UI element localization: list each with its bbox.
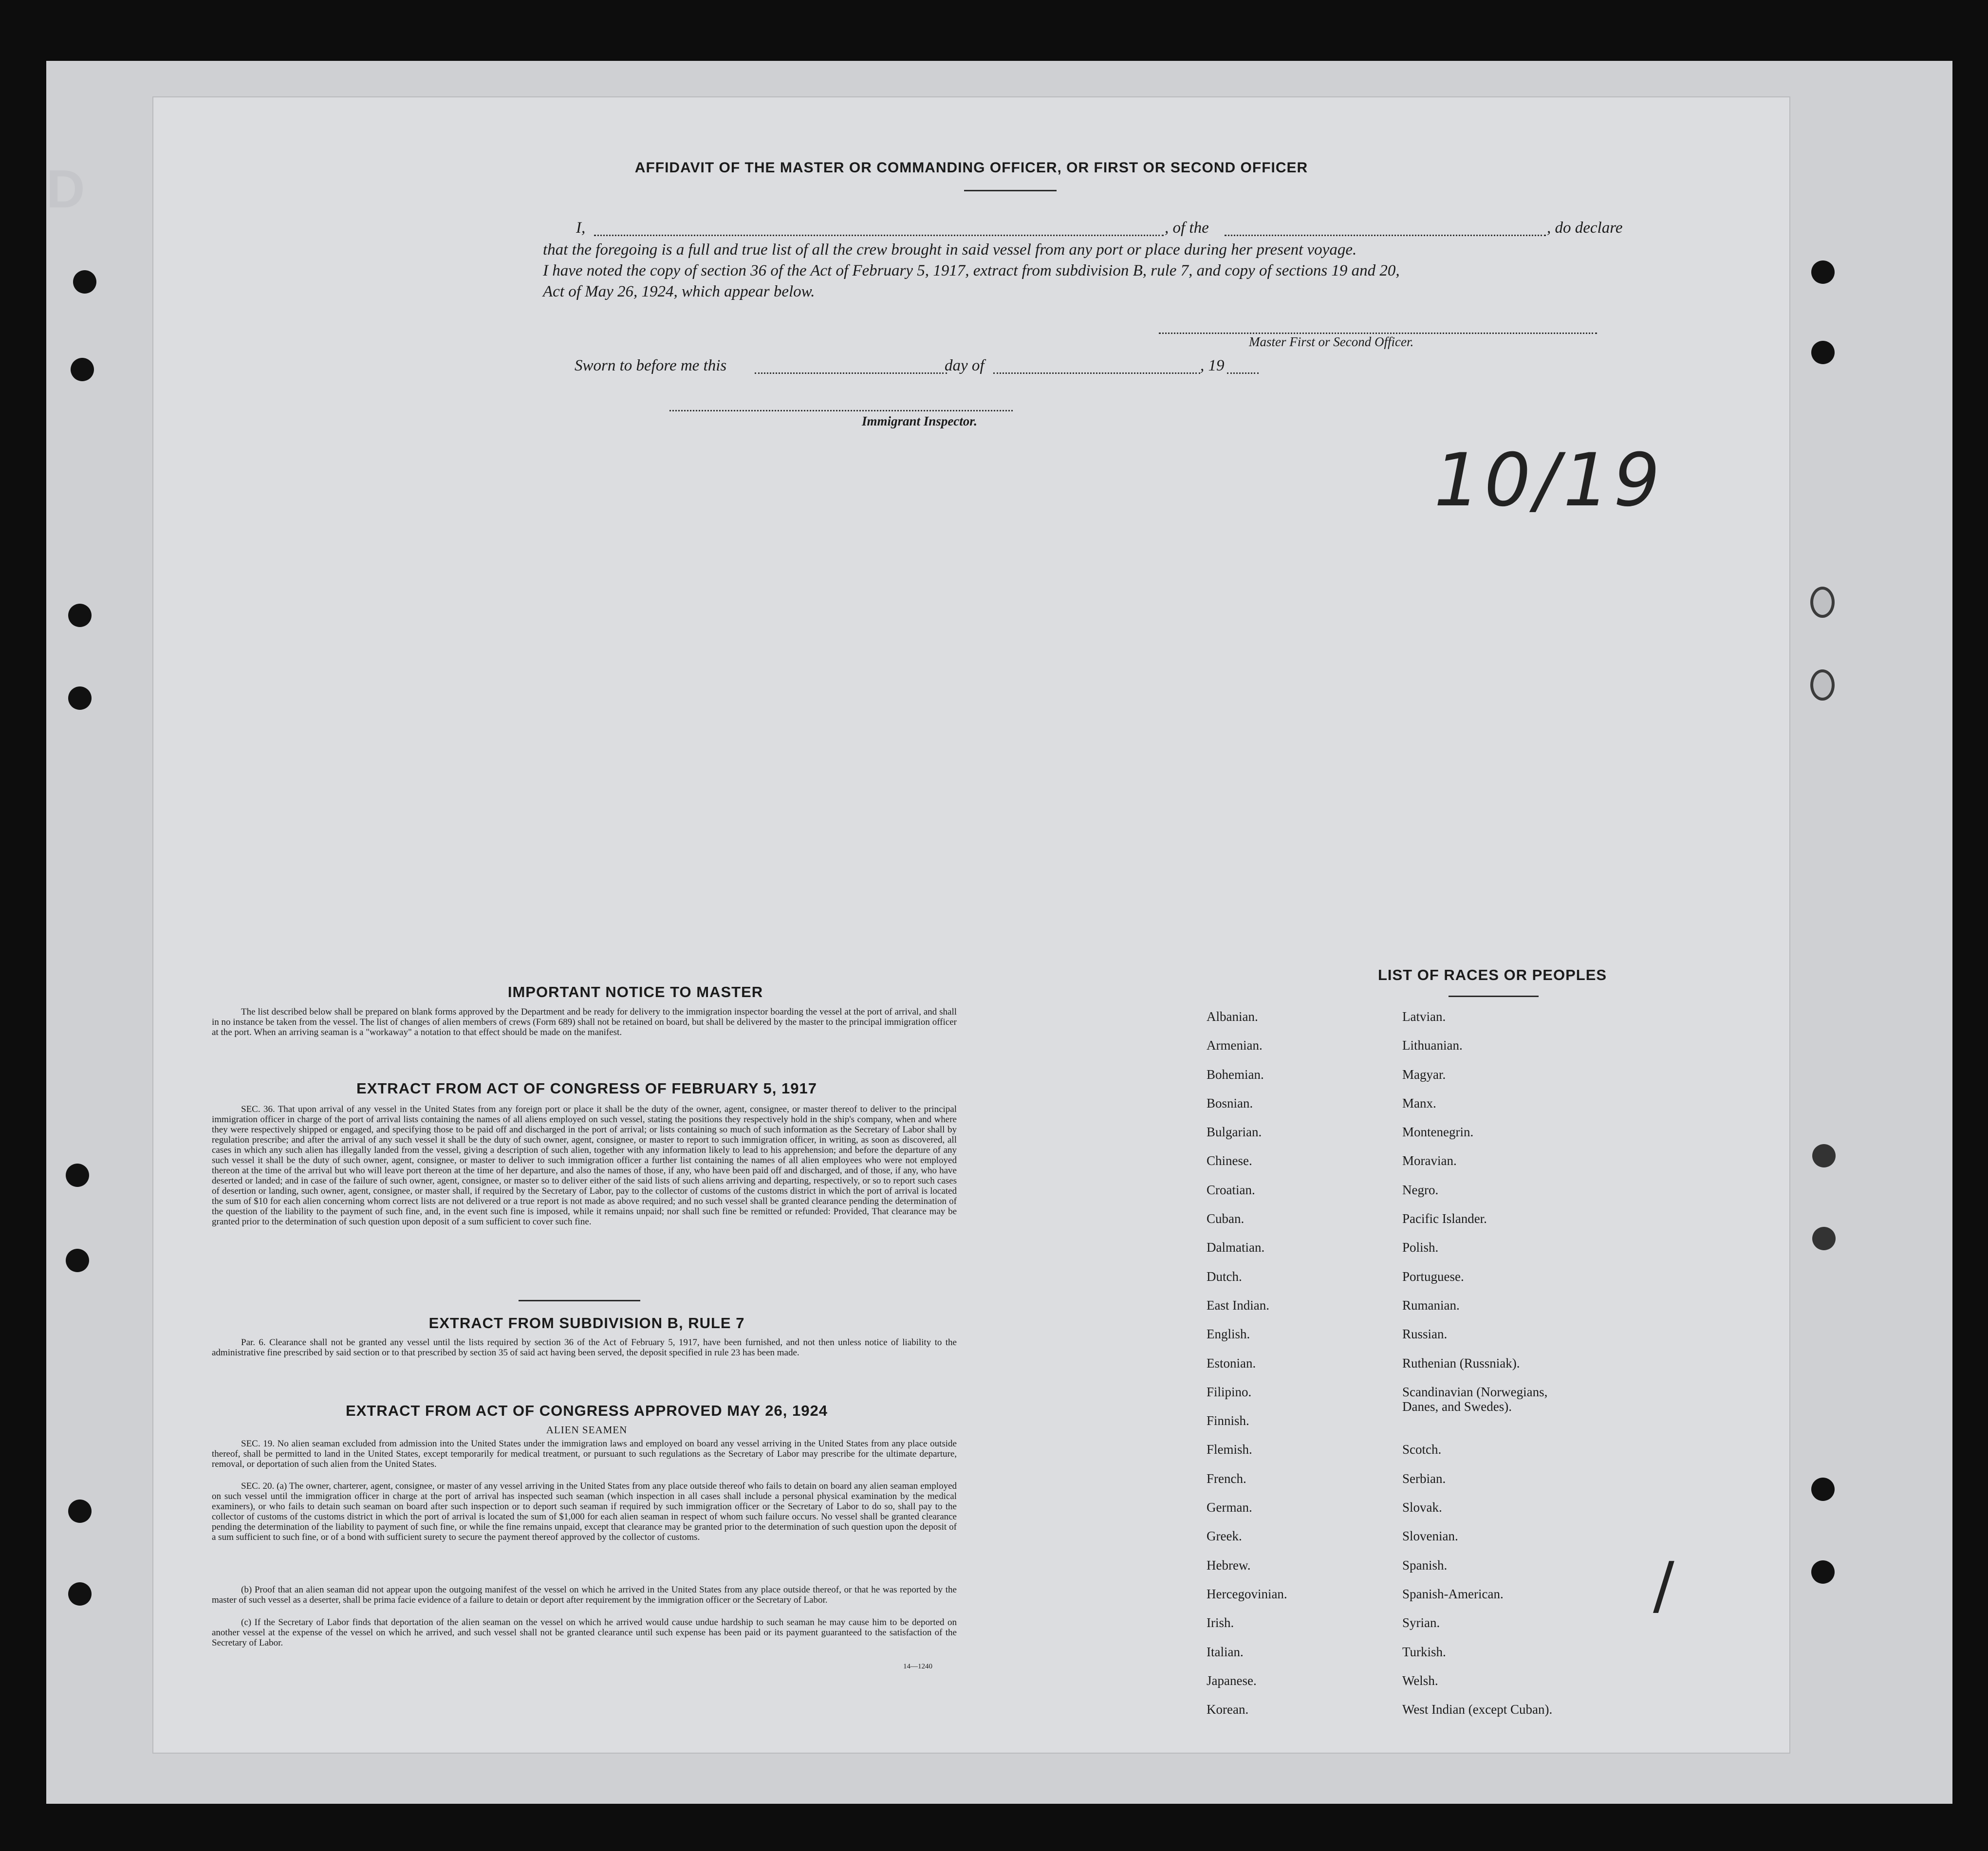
sec20a-text: SEC. 20. (a) The owner, charterer, agent, consignee, or master of any vessel arriving in the United States from any place outside thereof who fails to detain on board any alien seaman employed on such vessel until the immigration officer in charge at the port of arrival has inspected such seaman (which inspection in all cases shall include a personal physical examination by the medical examiners), or who fails to detain such seaman on board after such inspection or to deport such seaman if required by such immigration officer or the Secretary of Labor to do so, shall pay to the collector of customs of the customs district in which the port of arrival is located the sum of $1,000 for each alien seaman in respect of whom such failure occurs. No vessel shall be granted clearance pending the determination of the liability to payment of such fine, or while the fine remains unpaid, except that clearance may be granted prior to the determination of such question upon the deposit of a sum sufficient to such fine, or of a bond with sufficient surety to secure the payment thereof approved by the collector of customs.: [212, 1481, 957, 1542]
races-column-1: [1207, 1009, 1287, 1731]
punch-hole-ring: [1810, 587, 1835, 618]
scan-background-sheet: D: [46, 61, 1952, 1804]
race-item: Japanese.: [1207, 1673, 1257, 1688]
sec20b-text: (b) Proof that an alien seaman did not appear upon the outgoing manifest of the vessel on which he arrived in the United States from any place outside thereof, or that he was reported by the master of such vessel as a deserter, shall be prima facie evidence of a failure to detain or deport after requirement by the immigration officer or the Secretary of Labor.: [212, 1585, 957, 1605]
punch-hole: [1811, 1560, 1835, 1584]
race-item: West Indian (except Cuban).: [1402, 1702, 1553, 1717]
punch-hole: [71, 358, 94, 381]
inspector-caption: Immigrant Inspector.: [862, 414, 978, 428]
sworn-day-blank[interactable]: [755, 372, 947, 374]
form-page: [153, 97, 1789, 1753]
master-caption: Master First or Second Officer.: [1249, 334, 1414, 349]
race-item: Turkish.: [1402, 1644, 1446, 1659]
master-signature-line[interactable]: [1159, 333, 1597, 334]
race-item: Scandinavian (Norwegians, Danes, and Swedes).: [1402, 1384, 1548, 1414]
race-item: Magyar.: [1402, 1067, 1446, 1082]
punch-hole: [1812, 1144, 1836, 1167]
race-item: Spanish-American.: [1402, 1586, 1504, 1601]
race-item: Korean.: [1207, 1702, 1249, 1717]
extract-1917-body: SEC. 36. That upon arrival of any vessel in the United States from any foreign port or place it shall be the duty of the owner, agent, consignee, or master thereof to deliver to the principal immigration officer in charge of the port of arrival lists containing the names of all aliens employed on such vessel, stating the positions they respectively hold in the ship's company, when and where they were respectively shipped or engaged, and specifying those to be paid off and discharged in the port of arrival; or lists containing so much of such information as the Secretary of Labor shall by regulation prescribe; and after the arrival of any such vessel it shall be the duty of such owner, agent, consignee, or master to report to such immigration officer, in writing, as soon as discovered, all cases in which any such alien has illegally landed from the vessel, giving a description of such alien, together with any information likely to lead to his apprehension; and before the departure of any such vessel it shall be the duty of such owner, agent, consignee, or master to deliver to such immigration officer a further list containing the names of all alien employees who were not employed thereon at the time of the arrival but who will leave port thereon at the time of her departure, and also the names of those, if any, who have been paid off and discharged, and of those, if any, who have deserted or landed; and in case of the failure of such owner, agent, consignee, or master so to deliver either of the said lists of such aliens arriving and departing, respectively, or so to report such cases of desertion or landing, such owner, agent, consignee, or master shall, if required by the Secretary of Labor, pay to the collector of customs of the customs district in which the port of arrival is located the sum of $10 for each alien concerning whom correct lists are not delivered or a true report is not made as above required; and no such vessel shall be granted clearance pending the determination of the question of the liability to the payment of such fine, and, in the event such fine is imposed, while it remains unpaid; nor shall such fine be remitted or refunded: Provided, That clearance may be granted prior to the determination of such question upon deposit of a sum sufficient to cover such fine.: [212, 1104, 957, 1227]
punch-hole: [66, 1164, 89, 1187]
race-item: Montenegrin.: [1402, 1125, 1474, 1140]
race-item: Cuban.: [1207, 1211, 1245, 1226]
race-item: Croatian.: [1207, 1182, 1255, 1197]
punch-hole: [1812, 1227, 1836, 1250]
race-item: Rumanian.: [1402, 1297, 1460, 1313]
race-item: Welsh.: [1402, 1673, 1438, 1688]
extract-1917-title: EXTRACT FROM ACT OF CONGRESS OF FEBRUARY 5, 1917: [356, 1080, 817, 1097]
punch-hole: [66, 1249, 89, 1272]
race-item: Armenian.: [1207, 1038, 1263, 1053]
race-item: Greek.: [1207, 1529, 1242, 1544]
race-item: Estonian.: [1207, 1355, 1256, 1370]
race-item: German.: [1207, 1500, 1252, 1515]
race-item: Ruthenian (Russniak).: [1402, 1355, 1520, 1370]
affidavit-line-2: that the foregoing is a full and true list of all the crew brought in said vessel from any port or place during her present voyage.: [543, 241, 1357, 259]
race-item: Bohemian.: [1207, 1067, 1264, 1082]
handwritten-number: 10/19: [1434, 438, 1664, 523]
affidavit-of-the: , of the: [1165, 219, 1209, 237]
race-item: English.: [1207, 1327, 1250, 1342]
race-item: Latvian.: [1402, 1009, 1446, 1024]
race-item: Lithuanian.: [1402, 1038, 1463, 1053]
punch-hole: [73, 270, 96, 294]
punch-hole: [1811, 341, 1835, 364]
affidavit-i: I,: [576, 219, 586, 237]
race-item: Bulgarian.: [1207, 1125, 1262, 1140]
race-item: Polish.: [1402, 1240, 1439, 1255]
affidavit-title: AFFIDAVIT OF THE MASTER OR COMMANDING OFFICER, OR FIRST OR SECOND OFFICER: [634, 160, 1308, 176]
race-item: Serbian.: [1402, 1471, 1446, 1486]
year-label: , 19: [1200, 357, 1225, 374]
name-blank[interactable]: [594, 235, 1164, 236]
punch-hole: [68, 1582, 92, 1606]
punch-hole: [1811, 260, 1835, 284]
affidavit-declare: , do declare: [1547, 219, 1623, 237]
form-number: 14—1240: [903, 1663, 932, 1670]
race-item: Chinese.: [1207, 1153, 1252, 1168]
race-item: Italian.: [1207, 1644, 1244, 1659]
punch-hole: [1811, 1478, 1835, 1501]
race-item: Negro.: [1402, 1182, 1439, 1197]
race-item: Slovak.: [1402, 1500, 1442, 1515]
divider: [519, 1300, 640, 1301]
race-item: Russian.: [1402, 1327, 1448, 1342]
affidavit-line-3: I have noted the copy of section 36 of the Act of February 5, 1917, extract from subdivision B, rule 7, and copy of sections 19 and 20,: [543, 262, 1400, 279]
races-title: LIST OF RACES OR PEOPLES: [1377, 966, 1607, 983]
race-item: Portuguese.: [1402, 1269, 1464, 1284]
race-item: Moravian.: [1402, 1153, 1457, 1168]
extract-1924-title: EXTRACT FROM ACT OF CONGRESS APPROVED MAY 26, 1924: [346, 1402, 828, 1419]
race-item: Dalmatian.: [1207, 1240, 1265, 1255]
race-item: Dutch.: [1207, 1269, 1242, 1284]
day-of-label: day of: [945, 357, 985, 374]
title-underline: [964, 190, 1057, 191]
sec20c-text: (c) If the Secretary of Labor finds that deportation of the alien seaman on the vessel on which he arrived would cause undue hardship to such seaman he may cause him to be deported on another vessel at the expense of the vessel on which he arrived, and such vessel shall not be granted clearance until such expense has been paid or its payment guaranteed to the satisfaction of the Secretary of Labor.: [212, 1617, 957, 1648]
race-item: Manx.: [1402, 1095, 1436, 1111]
race-item: Spanish.: [1402, 1557, 1448, 1573]
races-column-2: [1402, 1009, 1578, 1731]
sworn-month-blank[interactable]: [993, 372, 1200, 374]
punch-hole-ring: [1810, 669, 1835, 701]
race-item: Syrian.: [1402, 1615, 1440, 1630]
inspector-signature-line[interactable]: [669, 410, 1013, 411]
race-item: East Indian.: [1207, 1297, 1269, 1313]
alien-seamen-subtitle: ALIEN SEAMEN: [546, 1424, 628, 1436]
punch-hole: [68, 604, 92, 627]
notice-title: IMPORTANT NOTICE TO MASTER: [507, 983, 763, 1000]
race-item: Bosnian.: [1207, 1095, 1253, 1111]
handwritten-tick: /: [1653, 1548, 1674, 1622]
extract-rule7-title: EXTRACT FROM SUBDIVISION B, RULE 7: [428, 1314, 745, 1332]
race-item: Filipino.: [1207, 1384, 1252, 1399]
notice-body: The list described below shall be prepared on blank forms approved by the Department and be ready for delivery to the immigration inspector boarding the vessel at the port of arrival, and shall in no instance be taken from the vessel. The list of changes of alien members of crews (Form 689) shall not be retained on board, but shall be delivered by the master to the principal immigration officer at the port. When an arriving seaman is a "workaway" a notation to that effect should be made on the manifest.: [212, 1007, 957, 1037]
race-item: French.: [1207, 1471, 1246, 1486]
race-item: Hebrew.: [1207, 1557, 1251, 1573]
race-item: Pacific Islander.: [1402, 1211, 1487, 1226]
vessel-blank[interactable]: [1225, 235, 1546, 236]
race-item: Slovenian.: [1402, 1529, 1458, 1544]
race-item: Albanian.: [1207, 1009, 1258, 1024]
sworn-year-blank[interactable]: [1227, 372, 1259, 374]
race-item: Irish.: [1207, 1615, 1234, 1630]
race-item: Finnish.: [1207, 1413, 1249, 1428]
sec19-text: SEC. 19. No alien seaman excluded from admission into the United States under the immigration laws and employed on board any vessel arriving in the United States from any place outside thereof, shall be permitted to land in the United States, except temporarily for medical treatment, or pursuant to such regulations as the Secretary of Labor may prescribe for the ultimate departure, removal, or deportation of such alien from the United States.: [212, 1439, 957, 1469]
race-item: Flemish.: [1207, 1442, 1252, 1457]
extract-rule7-body: Par. 6. Clearance shall not be granted any vessel until the lists required by section 36 of the Act of February 5, 1917, have been furnished, and not then unless notice of liability to the administrative fine prescribed by said section or to that prescribed by section 35 of said act having been served, the deposit specified in rule 23 has been made.: [212, 1337, 957, 1358]
race-item: Scotch.: [1402, 1442, 1442, 1457]
punch-hole: [68, 686, 92, 710]
sworn-label: Sworn to before me this: [575, 357, 727, 374]
races-title-underline: [1449, 996, 1539, 997]
affidavit-line-4: Act of May 26, 1924, which appear below.: [543, 283, 815, 300]
race-item: Hercegovinian.: [1207, 1586, 1287, 1601]
punch-hole: [68, 1499, 92, 1523]
